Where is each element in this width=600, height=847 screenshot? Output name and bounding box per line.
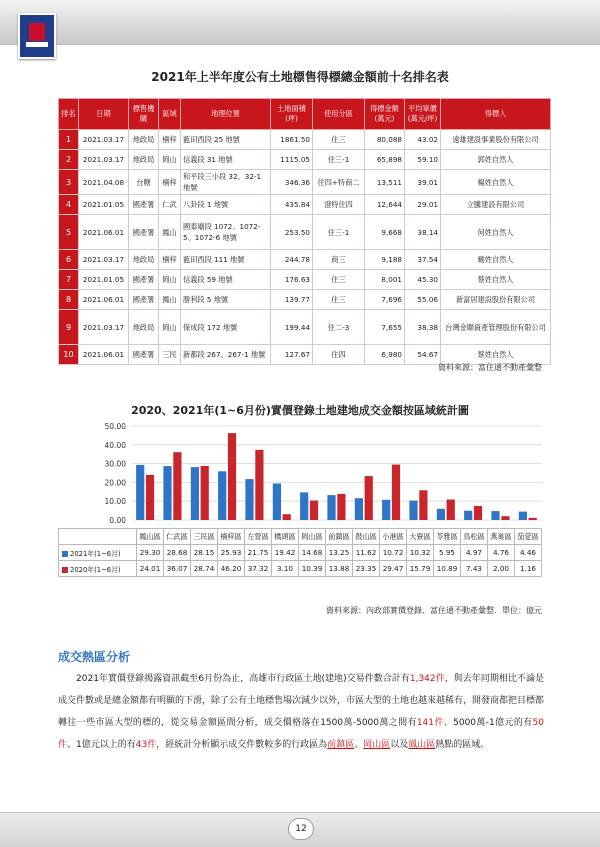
category-label: 左營區: [245, 529, 272, 545]
section-heading: 成交熱區分析: [58, 650, 131, 664]
cell-date: 2021.06.01: [79, 290, 129, 310]
data-value: 29.47: [380, 561, 407, 577]
highlight-number: 141件: [416, 718, 444, 728]
data-value: 21.75: [245, 545, 272, 561]
y-tick-label: 10.00: [104, 497, 126, 507]
cell-zone: 澄特住四: [313, 195, 365, 215]
data-value: 1.16: [515, 561, 542, 577]
cell-winner: 蔡姓自然人: [441, 345, 551, 365]
cell-zone: 住三: [313, 290, 365, 310]
cell-zone: 住三: [313, 130, 365, 150]
table-row: [59, 170, 551, 195]
data-value: 10.89: [434, 561, 461, 577]
cell-zone: 住三-1: [313, 215, 365, 250]
bar-2021: [409, 501, 417, 520]
category-label: 鳥松區: [461, 529, 488, 545]
bar-2021: [491, 511, 499, 520]
cell-unit: 38.14: [405, 215, 441, 250]
cell-area: 鳳山: [159, 290, 181, 310]
text: ，與去年同期相比不論是成交件數或是總金額都有明顯的下滑，除了公有土地標售場次減少以外，市區大型的土地也越來越稀有，開發商都把目標都轉往一些市區大型的標的，從交易金額區間分析，成交價格落在1500萬-5000萬之間有: [58, 674, 545, 728]
series-row-2021: [59, 545, 542, 561]
cell-agency: 國產署: [129, 290, 159, 310]
cell-area: 楠梓: [159, 250, 181, 270]
highlight-number: 50件: [58, 718, 544, 750]
cell-size: 176.63: [271, 270, 313, 290]
chart-canvas: [58, 422, 542, 528]
cell-area: 楠梓: [159, 130, 181, 150]
cell-area: 岡山: [159, 310, 181, 345]
bar-2020: [310, 501, 318, 521]
text: 熱點的區域。: [435, 740, 490, 750]
cell-unit: 37.54: [405, 250, 441, 270]
cell-size: 346.36: [271, 170, 313, 195]
legend-swatch: [62, 551, 68, 557]
page-number: 12: [288, 818, 314, 840]
cell-date: 2021.03.17: [79, 130, 129, 150]
chart-title: 2020、2021年(1~6月份)實價登錄土地建地成交金額按區域統計圖: [131, 404, 469, 417]
cell-location: 信義段 31 地號: [181, 150, 271, 170]
cell-date: 2021.03.17: [79, 310, 129, 345]
cell-date: 2021.06.01: [79, 345, 129, 365]
category-label: 仁武區: [164, 529, 191, 545]
cell-winner: 蔡姓自然人: [441, 270, 551, 290]
chart-source: 資料來源：內政部實價登錄、富住通不動產彙整．單位：億元: [326, 606, 542, 615]
cell-unit: 39.01: [405, 170, 441, 195]
data-value: 24.01: [137, 561, 164, 577]
cell-zone: 住二-3: [313, 310, 365, 345]
legend-2021: [59, 545, 137, 561]
category-label: 前鎮區: [326, 529, 353, 545]
cell-location: 信義段 59 地號: [181, 270, 271, 290]
cell-amount: 9,668: [365, 215, 405, 250]
cell-winner: 台灣金聯資產管理股份有限公司: [441, 310, 551, 345]
table-row: [59, 215, 551, 250]
data-value: 28.15: [191, 545, 218, 561]
cell-size: 139.77: [271, 290, 313, 310]
cell-winner: 遠雄建設事業股份有限公司: [441, 130, 551, 150]
data-value: 4.97: [461, 545, 488, 561]
highlight-district: 鳳山區: [408, 740, 436, 750]
bar-2021: [163, 466, 171, 520]
y-tick-label: 20.00: [104, 478, 126, 488]
bar-2020: [146, 475, 154, 520]
text: ，經統計分析顯示成交件數較多的行政區為: [156, 740, 328, 750]
cell-amount: 7,655: [365, 310, 405, 345]
bar-2020: [501, 516, 509, 520]
table-row: [59, 130, 551, 150]
category-label: 大寮區: [407, 529, 434, 545]
bar-2021: [437, 509, 445, 520]
data-value: 3.10: [272, 561, 299, 577]
table-row: [59, 310, 551, 345]
y-tick-label: 50.00: [104, 422, 126, 431]
text: 2021年實價登錄揭露資訊截至6月份為止，高雄市行政區土地(建地)交易件數合計有: [58, 674, 410, 684]
cell-date: 2021.06.01: [79, 215, 129, 250]
data-value: 28.74: [191, 561, 218, 577]
col-header: 區域: [159, 99, 181, 130]
text: 以及: [390, 740, 409, 750]
col-header: 平均單價(萬元/坪): [405, 99, 441, 130]
bar-2020: [228, 433, 236, 520]
cell-area: 鳳山: [159, 215, 181, 250]
bar-2021: [136, 465, 144, 520]
data-value: 28.68: [164, 545, 191, 561]
cell-unit: 59.10: [405, 150, 441, 170]
category-label: 橋頭區: [272, 529, 299, 545]
bar-2020: [365, 476, 373, 520]
cell-agency: 台糖: [129, 170, 159, 195]
data-value: 10.72: [380, 545, 407, 561]
highlight-district: 岡山區: [363, 740, 391, 750]
y-tick-label: 30.00: [104, 459, 126, 469]
data-value: 4.46: [515, 545, 542, 561]
bar-2021: [519, 512, 527, 520]
text: 、1億元以上的有: [67, 740, 136, 750]
cell-date: 2021.03.17: [79, 250, 129, 270]
table-header-row: [59, 99, 551, 130]
col-header: 日期: [79, 99, 129, 130]
cell-area: 三民: [159, 345, 181, 365]
cell-zone: 商三: [313, 250, 365, 270]
cell-size: 1861.50: [271, 130, 313, 150]
col-header: 得標人: [441, 99, 551, 130]
bar-2020: [255, 450, 263, 520]
col-header: 使用分區: [313, 99, 365, 130]
cell-rank: 8: [59, 290, 79, 310]
cell-size: 199.44: [271, 310, 313, 345]
data-value: 36.07: [164, 561, 191, 577]
cell-location: 藍田西段 111 地號: [181, 250, 271, 270]
highlight-district: 前鎮區: [327, 740, 355, 750]
ranking-table: [58, 98, 551, 365]
category-label: 岡山區: [299, 529, 326, 545]
data-value: 25.93: [218, 545, 245, 561]
legend-label: 2021年(1~6月): [70, 549, 121, 558]
cell-winner: 新富居建設股份有限公司: [441, 290, 551, 310]
table-row: [59, 150, 551, 170]
category-row: [59, 529, 542, 545]
data-value: 14.68: [299, 545, 326, 561]
category-label: 鼓山區: [353, 529, 380, 545]
data-value: 23.35: [353, 561, 380, 577]
cell-amount: 8,001: [365, 270, 405, 290]
data-value: 37.32: [245, 561, 272, 577]
cell-date: 2021.04.08: [79, 170, 129, 195]
legend-label: 2020年(1~6月): [70, 565, 121, 574]
category-label: 燕巢區: [488, 529, 515, 545]
cell-location: 新都段 267、267-1 地號: [181, 345, 271, 365]
cell-rank: 4: [59, 195, 79, 215]
chart-data-table: [58, 528, 542, 577]
cell-location: 八卦段 1 地號: [181, 195, 271, 215]
cell-winner: 戴姓自然人: [441, 250, 551, 270]
bar-2020: [474, 506, 482, 520]
data-value: 5.95: [434, 545, 461, 561]
cell-rank: 2: [59, 150, 79, 170]
y-tick-label: 40.00: [104, 440, 126, 450]
data-value: 13.25: [326, 545, 353, 561]
cell-amount: 65,898: [365, 150, 405, 170]
cell-zone: 住四+特商二: [313, 170, 365, 195]
table-row: [59, 270, 551, 290]
cell-rank: 10: [59, 345, 79, 365]
data-value: 13.88: [326, 561, 353, 577]
bar-2020: [392, 465, 400, 520]
cell-area: 楠梓: [159, 170, 181, 195]
cell-agency: 地政局: [129, 130, 159, 150]
cell-location: 藍田西段 25 地號: [181, 130, 271, 150]
cell-winner: 何姓自然人: [441, 215, 551, 250]
col-header: 得標金額(萬元): [365, 99, 405, 130]
highlight-number: 43件: [135, 740, 157, 750]
cell-area: 仁武: [159, 195, 181, 215]
bar-2021: [245, 479, 253, 520]
bar-2020: [337, 494, 345, 520]
table-row: [59, 250, 551, 270]
legend-2020: [59, 561, 137, 577]
data-value: 10.32: [407, 545, 434, 561]
cell-agency: 地政局: [129, 150, 159, 170]
category-label: 茄萣區: [515, 529, 542, 545]
cell-rank: 6: [59, 250, 79, 270]
cell-amount: 12,644: [365, 195, 405, 215]
cell-agency: 國產署: [129, 345, 159, 365]
cell-unit: 45.30: [405, 270, 441, 290]
col-header: 土地面積(坪): [271, 99, 313, 130]
cell-area: 岡山: [159, 150, 181, 170]
col-header: 地理位置: [181, 99, 271, 130]
cell-winner: 立騰建設有限公司: [441, 195, 551, 215]
cell-agency: 國產署: [129, 195, 159, 215]
data-value: 4.76: [488, 545, 515, 561]
cell-amount: 80,088: [365, 130, 405, 150]
cell-rank: 5: [59, 215, 79, 250]
col-header: 標售機關: [129, 99, 159, 130]
bar-2020: [419, 490, 427, 520]
cell-size: 253.50: [271, 215, 313, 250]
cell-location: 國泰廟段 1072、1072-5、1072-6 地號: [181, 215, 271, 250]
category-label: 苓雅區: [434, 529, 461, 545]
cell-amount: 13,511: [365, 170, 405, 195]
logo-mark: [29, 23, 45, 41]
data-value: 19.42: [272, 545, 299, 561]
cell-unit: 43.02: [405, 130, 441, 150]
bar-2020: [283, 514, 291, 520]
logo-stripe: [26, 42, 48, 47]
cell-rank: 9: [59, 310, 79, 345]
category-label: 小港區: [380, 529, 407, 545]
y-tick-label: 0.00: [109, 516, 126, 525]
legend-swatch: [62, 567, 68, 573]
analysis-paragraph: [58, 668, 544, 756]
data-value: 7.43: [461, 561, 488, 577]
cell-location: 和平段三小段 32、32-1 地號: [181, 170, 271, 195]
cell-amount: 7,696: [365, 290, 405, 310]
cell-agency: 國產署: [129, 215, 159, 250]
bar-2020: [447, 500, 455, 521]
cell-date: 2021.01.05: [79, 270, 129, 290]
data-value: 46.20: [218, 561, 245, 577]
cell-agency: 國產署: [129, 270, 159, 290]
bar-2021: [327, 495, 335, 520]
header-bar: [0, 0, 600, 45]
text: 、5000萬-1億元的有: [443, 718, 533, 728]
cell-area: 岡山: [159, 270, 181, 290]
cell-date: 2021.03.17: [79, 150, 129, 170]
table-row: [59, 195, 551, 215]
table-title: 2021年上半年度公有土地標售得標總金額前十名排名表: [151, 70, 449, 84]
bar-2021: [464, 511, 472, 520]
data-value: 2.00: [488, 561, 515, 577]
cell-winner: 郭姓自然人: [441, 150, 551, 170]
cell-rank: 7: [59, 270, 79, 290]
data-value: 10.39: [299, 561, 326, 577]
cell-size: 244.78: [271, 250, 313, 270]
bar-2021: [355, 498, 363, 520]
bar-2021: [218, 471, 226, 520]
cell-size: 127.67: [271, 345, 313, 365]
series-row-2020: [59, 561, 542, 577]
cell-agency: 地政局: [129, 250, 159, 270]
category-label: 三民區: [191, 529, 218, 545]
bar-2020: [529, 518, 537, 520]
cell-unit: 54.67: [405, 345, 441, 365]
bar-2021: [273, 484, 281, 521]
cell-zone: 住三: [313, 270, 365, 290]
organization-logo: [18, 13, 56, 59]
bar-2020: [173, 452, 181, 520]
cell-zone: 住四: [313, 345, 365, 365]
category-label: 楠梓區: [218, 529, 245, 545]
data-value: 15.79: [407, 561, 434, 577]
bar-2021: [300, 492, 308, 520]
table-row: [59, 290, 551, 310]
cell-zone: 住三-1: [313, 150, 365, 170]
cell-location: 勝利段 5 地號: [181, 290, 271, 310]
cell-unit: 55.06: [405, 290, 441, 310]
text: 、: [354, 740, 364, 750]
cell-winner: 楊姓自然人: [441, 170, 551, 195]
col-header: 排名: [59, 99, 79, 130]
category-label: 鳳山區: [137, 529, 164, 545]
bar-2020: [201, 466, 209, 520]
highlight-number: 1,342件: [409, 674, 445, 684]
corner-cell: [59, 529, 137, 545]
cell-date: 2021.01.05: [79, 195, 129, 215]
bar-2021: [191, 467, 199, 520]
cell-amount: 9,188: [365, 250, 405, 270]
data-value: 29.30: [137, 545, 164, 561]
cell-unit: 38.38: [405, 310, 441, 345]
cell-rank: 3: [59, 170, 79, 195]
cell-size: 435.84: [271, 195, 313, 215]
cell-amount: 6,980: [365, 345, 405, 365]
table-source: 資料來源：富住通不動產彙整: [438, 363, 542, 372]
bar-2021: [382, 500, 390, 520]
cell-location: 保成段 172 地號: [181, 310, 271, 345]
cell-unit: 29.01: [405, 195, 441, 215]
data-value: 11.62: [353, 545, 380, 561]
cell-agency: 地政局: [129, 310, 159, 345]
cell-size: 1115.05: [271, 150, 313, 170]
cell-rank: 1: [59, 130, 79, 150]
